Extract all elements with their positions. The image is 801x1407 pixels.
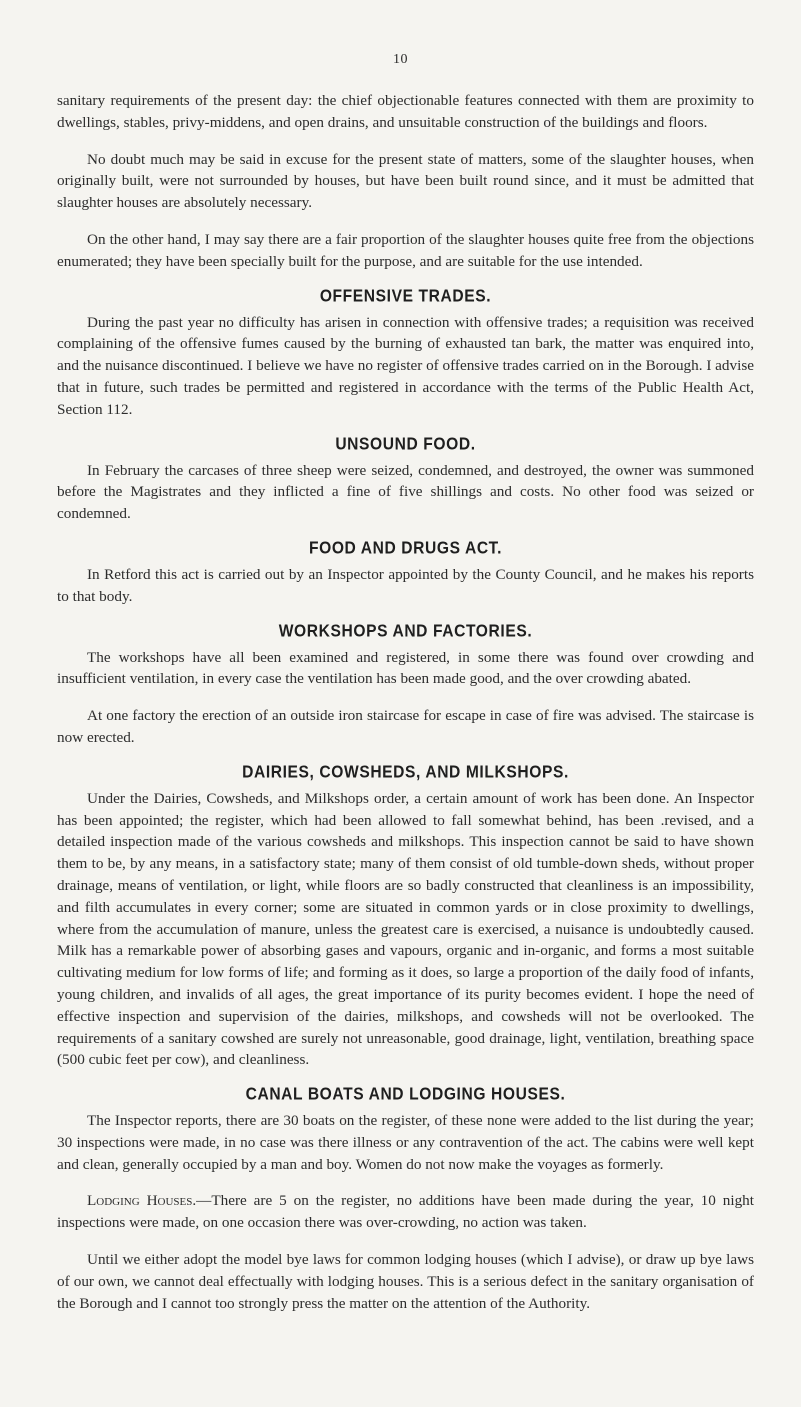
intro-section [57,90,754,273]
offensive-trades-paragraph: During the past year no difficulty has arisen in connection with offensive trades; a requisition was received complaining of the offensive fumes caused by the burning of exhausted tan bark, the matter was enquired into, and the nuisance discontinued. I believe we have no register of offensive trades carried on in the Borough. I advise that in future, such trades be permitted and registered in accordance with the terms of the Public Health Act, Section 112. [57,313,754,418]
workshops-section [57,623,754,749]
lodging-houses-label: Lodging Houses. [87,1192,197,1210]
report-page [57,60,754,1329]
workshops-paragraph-2: At one factory the erection of an outside iron staircase for escape in case of fire was advised. The staircase is now erected. [57,707,754,746]
section-heading: DAIRIES, COWSHEDS, AND MILKSHOPS. [242,762,569,782]
intro-paragraph-2: No doubt much may be said in excuse for the present state of matters, some of the slaughter houses, when originally built, were not surrounded by houses, but have been built round since, and it must be admitted that slaughter houses are absolutely necessary. [57,150,754,212]
canal-boats-paragraph: The Inspector reports, there are 30 boats on the register, of these none were added to the list during the year; 30 inspections were made, in no case was there illness or any contravention of the act. The cabins were well kept and clean, generally occupied by a man and boy. Women do not now make the voyages as formerly. [57,1112,754,1173]
intro-paragraph-3: On the other hand, I may say there are a fair proportion of the slaughter houses quite free from the objections enumerated; they have been specially built for the purpose, and are suitable for the use intended. [57,230,754,270]
unsound-food-paragraph: In February the carcases of three sheep were seized, condemned, and destroyed, the owner was summoned before the Magistrates and they inflicted a fine of five shillings and costs. No other food was seized or condemned. [57,461,754,523]
section-heading: FOOD AND DRUGS ACT. [308,539,503,558]
section-heading: CANAL BOATS AND LODGING HOUSES. [245,1085,566,1104]
dairies-paragraph: Under the Dairies, Cowsheds, and Milkshops order, a certain amount of work has been done. An Inspector has been appointed; the register, which had been allowed to fall somewhat behind, has been .revised, and a detailed inspection made of the various cowsheds and milkshops. This inspection cannot be said to have shown them to be, by any means, in a satisfactory state; many of them consist of old tumble-down sheds, without proper drainage, means of ventilation, or light, while floors are so badly constructed that cleanliness is an impossibility, and filth accumulates in every corner; some are situated in common yards or in close proximity to dwellings, where from the accumulation of manure, unless the greatest care is exercised, a nuisance is undoubtedly caused. Milk has a remarkable power of absorbing gases and vapours, organic and in-organic, and forms a most suitable cultivating medium for low forms of life; and forming as it does, so large a proportion of the daily food of infants, young children, and invalids of all ages, the great importance of its purity becomes evident. I hope the need of effective inspection and supervision of the dairies, milkshops, and cowsheds will not be overlooked. The requirements of a sanitary cowshed are surely not unreasonable, good drainage, light, ventilation, breathing space (500 cubic feet per cow), and cleanliness. [57,789,754,1069]
workshops-paragraph-1: The workshops have all been examined and registered, in some there was found over crowding and insufficient ventilation, in every case the ventilation has been made good, and the over crowding abated. [57,648,754,688]
closing-paragraph: Until we either adopt the model bye laws for common lodging houses (which I advise), or draw up bye laws of our own, we cannot deal effectually with lodging houses. This is a serious defect in the sanitary organisation of the Borough and I cannot too strongly press the matter on the attention of the Authority. [57,1251,754,1312]
intro-paragraph-1: sanitary requirements of the present day: the chief objectionable features connected with them are proximity to dwellings, stables, privy-middens, and open drains, and unsuitable construction of the buildings and floors. [57,92,754,131]
page-number: 10 [393,52,408,67]
unsound-food-section [57,436,754,525]
section-heading: OFFENSIVE TRADES. [319,286,492,306]
food-drugs-paragraph: In Retford this act is carried out by an Inspector appointed by the County Council, and he makes his reports to that body. [57,565,754,605]
section-heading: UNSOUND FOOD. [335,434,476,454]
lodging-houses-text: —There are 5 on the register, no additions have been made during the year, 10 night inspections were made, on one occasion there was over-crowding, no action was taken. [57,1192,754,1232]
section-heading: WORKSHOPS AND FACTORIES. [278,621,533,641]
canal-boats-section [57,1086,754,1314]
dairies-section [57,764,754,1071]
offensive-trades-section [57,288,754,421]
food-drugs-section [57,540,754,608]
lodging-houses-paragraph [57,1190,754,1234]
